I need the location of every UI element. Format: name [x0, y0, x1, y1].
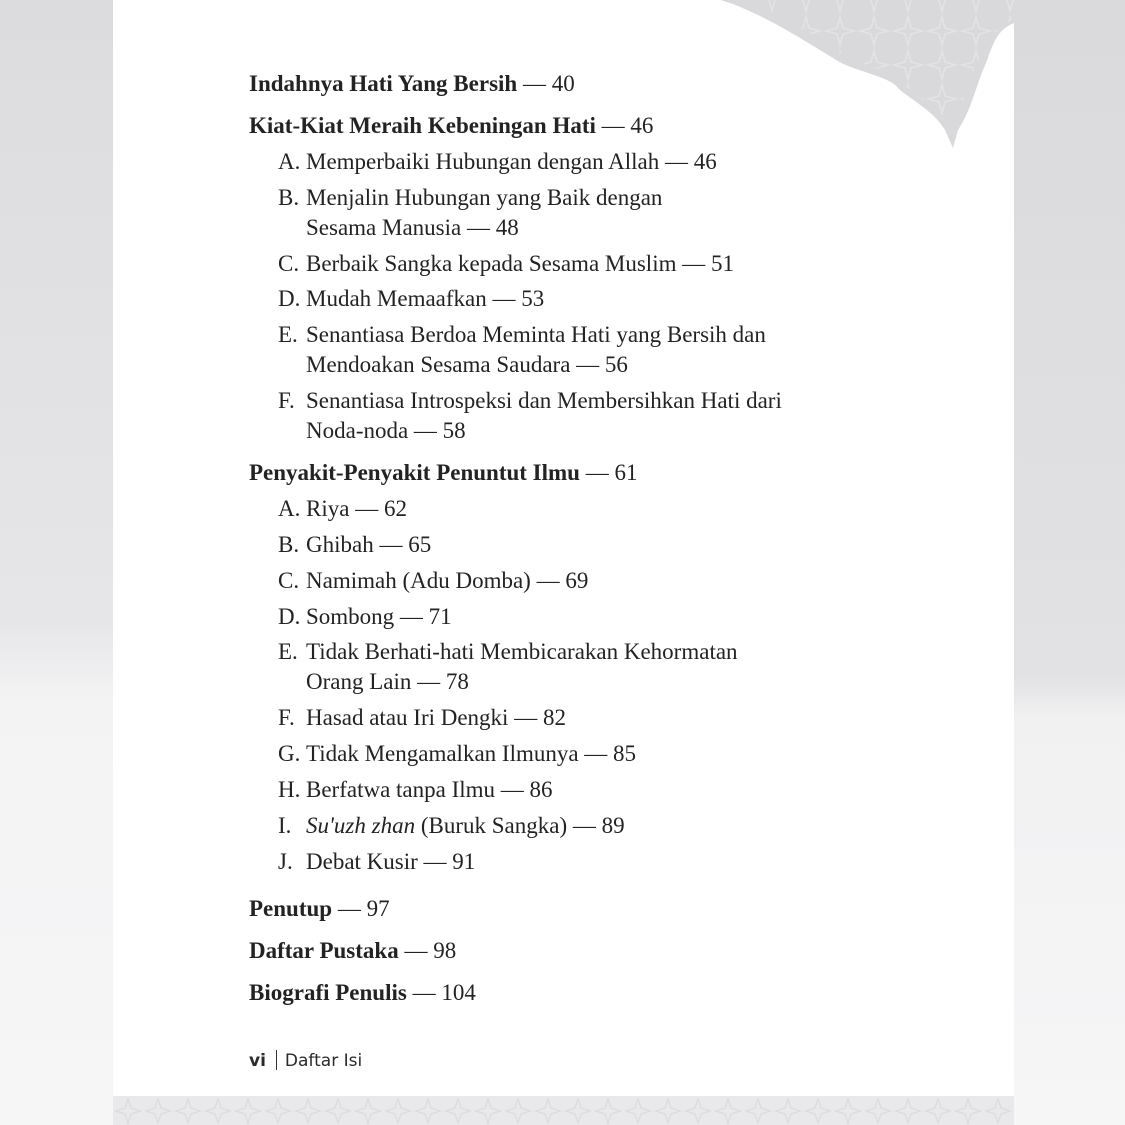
page-footer — [249, 1050, 362, 1071]
toc-subentry[interactable] — [278, 320, 766, 380]
toc-subentry[interactable] — [278, 703, 566, 733]
toc-entry-title: Indahnya Hati Yang Bersih — [249, 71, 518, 96]
toc-subentry[interactable] — [278, 147, 717, 177]
item-letter: A. — [278, 149, 301, 174]
item-letter: E. — [278, 322, 298, 347]
item-text: Namimah (Adu Domba) — 69 — [306, 568, 589, 593]
footer-divider — [276, 1050, 277, 1070]
bottom-pattern — [113, 1096, 1014, 1125]
toc-subentry[interactable] — [278, 637, 738, 697]
background-left — [0, 0, 113, 1125]
item-text: Senantiasa Berdoa Meminta Hati yang Bersih dan — [306, 322, 766, 347]
toc-entry-page: — 104 — [406, 980, 476, 1005]
book-page — [113, 0, 1014, 1096]
toc-subentry[interactable] — [278, 566, 588, 596]
toc-entry-penutup[interactable] — [249, 894, 390, 924]
item-letter: C. — [278, 251, 300, 276]
item-text: Menjalin Hubungan yang Baik dengan — [306, 185, 663, 210]
toc-entry-page: — 61 — [579, 460, 638, 485]
item-text: Hasad atau Iri Dengki — 82 — [306, 705, 566, 730]
toc-subentry[interactable] — [278, 602, 452, 632]
item-letter: F. — [278, 388, 295, 413]
item-text: Berfatwa tanpa Ilmu — 86 — [306, 777, 553, 802]
toc-subentry[interactable] — [278, 739, 636, 769]
item-text-line2: Mendoakan Sesama Saudara — 56 — [306, 352, 628, 377]
item-text: Berbaik Sangka kepada Sesama Muslim — 51 — [306, 251, 734, 276]
background-right — [1014, 0, 1125, 1125]
item-letter: G. — [278, 741, 301, 766]
item-text: Memperbaiki Hubungan dengan Allah — 46 — [306, 149, 717, 174]
toc-entry-title: Biografi Penulis — [249, 980, 407, 1005]
toc-entry-page: — 46 — [595, 113, 654, 138]
item-letter: F. — [278, 705, 295, 730]
bottom-ornament-strip — [113, 1096, 1014, 1125]
toc-entry-title: Kiat-Kiat Meraih Kebeningan Hati — [249, 113, 596, 138]
toc-entry-page: — 40 — [517, 71, 575, 96]
item-text: (Buruk Sangka) — 89 — [415, 813, 625, 838]
item-letter: D. — [278, 286, 301, 311]
toc-subentry[interactable] — [278, 811, 625, 841]
toc-subentry[interactable] — [278, 284, 544, 314]
toc-subentry[interactable] — [278, 775, 553, 805]
page-number: vi — [249, 1051, 266, 1071]
toc-subentry[interactable] — [278, 249, 734, 279]
item-text-line2: Sesama Manusia — 48 — [306, 215, 519, 240]
toc-subentry[interactable] — [278, 494, 407, 524]
item-letter: J. — [278, 849, 293, 874]
item-text-line2: Noda-noda — 58 — [306, 418, 466, 443]
toc-entry-penyakit[interactable] — [249, 458, 637, 488]
toc-entry-daftar-pustaka[interactable] — [249, 936, 456, 966]
item-letter: D. — [278, 604, 301, 629]
item-text: Mudah Memaafkan — 53 — [306, 286, 545, 311]
toc-subentry[interactable] — [278, 530, 431, 560]
toc-subentry[interactable] — [278, 183, 662, 243]
toc-entry-title: Penyakit-Penyakit Penuntut Ilmu — [249, 460, 580, 485]
item-text-italic: Su'uzh zhan — [306, 813, 416, 838]
toc-subentry[interactable] — [278, 847, 475, 877]
item-letter: A. — [278, 496, 301, 521]
toc-entry-title: Daftar Pustaka — [249, 938, 399, 963]
toc-entry-indahnya-hati[interactable] — [249, 69, 575, 99]
item-text: Tidak Mengamalkan Ilmunya — 85 — [306, 741, 637, 766]
toc-entry-title: Penutup — [249, 896, 333, 921]
item-letter: C. — [278, 568, 300, 593]
item-letter: B. — [278, 532, 300, 557]
toc-entry-biografi[interactable] — [249, 978, 476, 1008]
item-text: Sombong — 71 — [306, 604, 452, 629]
footer-section-title: Daftar Isi — [284, 1051, 363, 1071]
toc-subentry[interactable] — [278, 386, 782, 446]
item-letter: I. — [278, 813, 292, 838]
item-text: Ghibah — 65 — [306, 532, 432, 557]
item-letter: B. — [278, 185, 300, 210]
toc-entry-page: — 98 — [398, 938, 457, 963]
toc-entry-page: — 97 — [332, 896, 390, 921]
arabesque-ornament — [653, 0, 1014, 160]
item-letter: E. — [278, 639, 298, 664]
item-letter: H. — [278, 777, 301, 802]
item-text: Senantiasa Introspeksi dan Membersihkan Hati dari — [306, 388, 782, 413]
item-text-line2: Orang Lain — 78 — [306, 669, 469, 694]
item-text: Debat Kusir — 91 — [306, 849, 476, 874]
toc-entry-kiat-kiat[interactable] — [249, 111, 653, 141]
item-text: Tidak Berhati-hati Membicarakan Kehormatan — [306, 639, 738, 664]
item-text: Riya — 62 — [306, 496, 407, 521]
